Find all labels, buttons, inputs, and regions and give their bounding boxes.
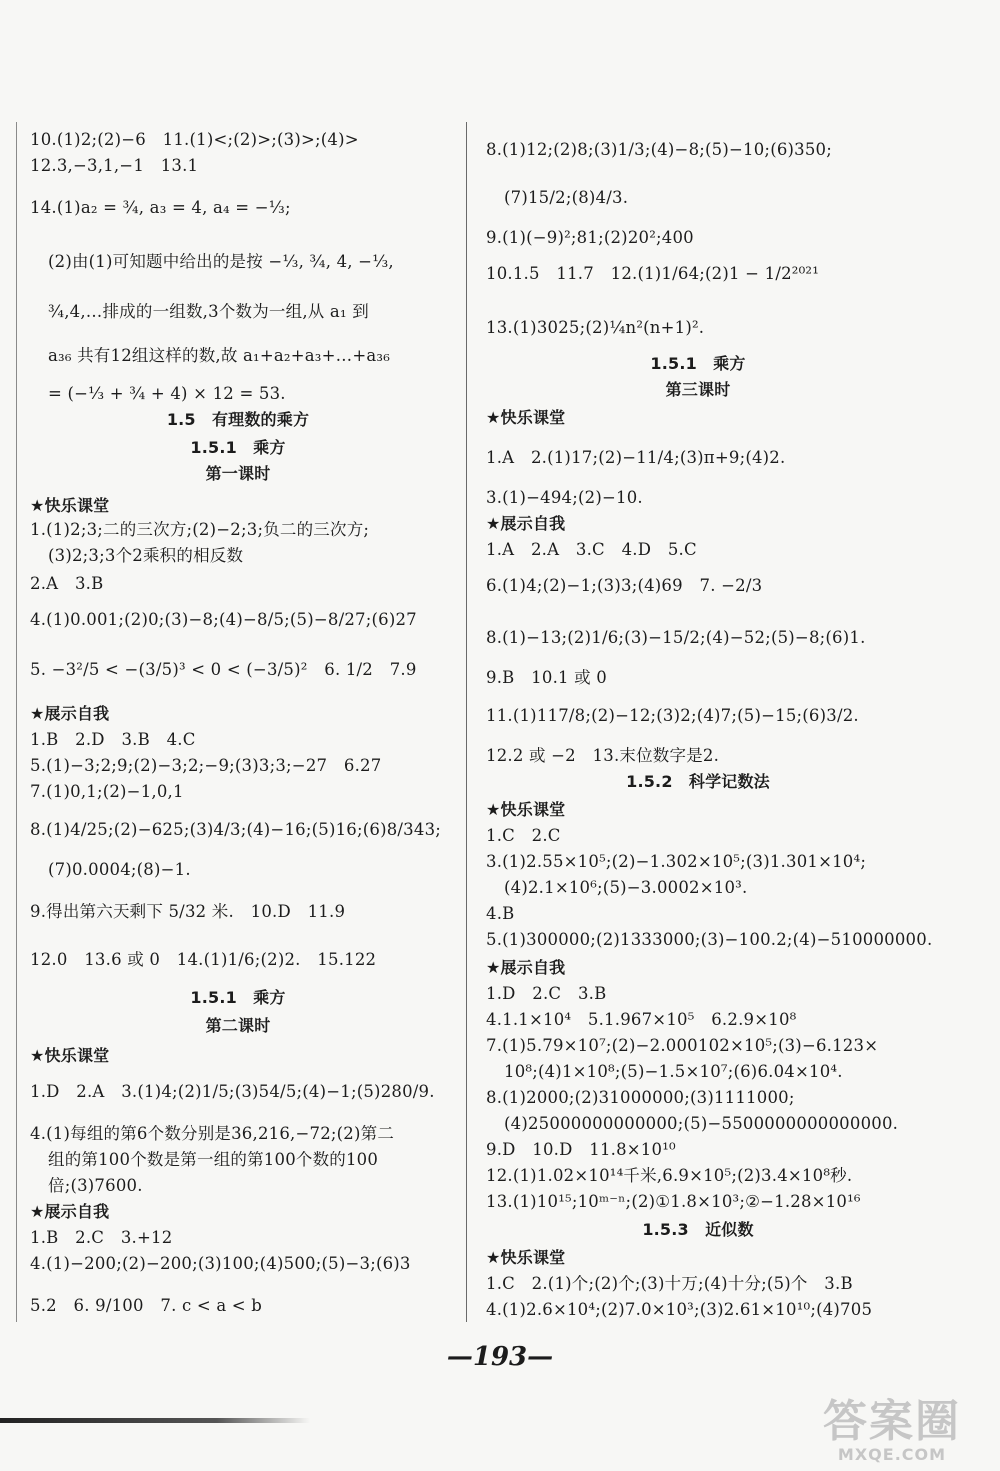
section-heading: 1.5.2 科学记数法	[626, 772, 770, 791]
subsection-heading: ★快乐课堂	[486, 408, 566, 427]
answer-line: 12.0 13.6 或 0 14.(1)1/6;(2)2. 15.122	[30, 950, 377, 969]
answer-line: 10.1.5 11.7 12.(1)1/64;(2)1 − 1/2²⁰²¹	[486, 264, 820, 283]
column-divider	[466, 122, 467, 1322]
answer-line: ¾,4,…排成的一组数,3个数为一组,从 a₁ 到	[48, 302, 369, 321]
answer-line: 8.(1)−13;(2)1/6;(3)−15/2;(4)−52;(5)−8;(6)1.	[486, 628, 866, 647]
answer-line: 13.(1)3025;(2)¼n²(n+1)².	[486, 318, 705, 337]
answer-line: 1.A 2.(1)17;(2)−11/4;(3)π+9;(4)2.	[486, 448, 786, 467]
watermark-site: MXQE.COM	[837, 1445, 947, 1464]
answer-line: 10⁸;(4)1×10⁸;(5)−1.5×10⁷;(6)6.04×10⁴.	[504, 1062, 843, 1081]
section-heading: 第三课时	[665, 380, 731, 399]
answer-line: 7.(1)5.79×10⁷;(2)−2.000102×10⁵;(3)−6.123×	[486, 1036, 879, 1055]
section-heading: 1.5.1 乘方	[190, 438, 286, 457]
answer-line: (7)0.0004;(8)−1.	[48, 860, 191, 879]
subsection-heading: ★快乐课堂	[486, 800, 566, 819]
answer-line: 5.2 6. 9/100 7. c < a < b	[30, 1296, 263, 1315]
answer-line: a₃₆ 共有12组这样的数,故 a₁+a₂+a₃+…+a₃₆	[48, 346, 391, 365]
section-heading: 1.5 有理数的乘方	[166, 410, 310, 429]
answer-line: 11.(1)117/8;(2)−12;(3)2;(4)7;(5)−15;(6)3/2.	[486, 706, 859, 725]
answer-line: 13.(1)10¹⁵;10ᵐ⁻ⁿ;(2)①1.8×10³;②−1.28×10¹⁶	[486, 1192, 861, 1211]
answer-line: 1.D 2.C 3.B	[486, 984, 607, 1003]
answer-line: 4.(1)每组的第6个数分别是36,216,−72;(2)第二	[30, 1124, 395, 1143]
section-heading: 1.5.3 近似数	[642, 1220, 754, 1239]
answer-line: 12.(1)1.02×10¹⁴千米,6.9×10⁵;(2)3.4×10⁸秒.	[486, 1166, 853, 1185]
answer-line: 4.(1)−200;(2)−200;(3)100;(4)500;(5)−3;(6)3	[30, 1254, 411, 1273]
answer-line: (2)由(1)可知题中给出的是按 −⅓, ¾, 4, −⅓,	[48, 252, 394, 271]
answer-line: 5.(1)−3;2;9;(2)−3;2;−9;(3)3;3;−27 6.27	[30, 756, 382, 775]
answer-line: (4)25000000000000;(5)−5500000000000000.	[504, 1114, 899, 1133]
subsection-heading: ★展示自我	[486, 958, 566, 977]
subsection-heading: ★快乐课堂	[30, 496, 110, 515]
subsection-heading: ★展示自我	[30, 704, 110, 723]
answer-line: 3.(1)−494;(2)−10.	[486, 488, 643, 507]
section-heading: 第一课时	[205, 464, 271, 483]
answer-line: (4)2.1×10⁶;(5)−3.0002×10³.	[504, 878, 748, 897]
watermark-logo	[802, 1398, 982, 1464]
answer-line: 1.A 2.A 3.C 4.D 5.C	[486, 540, 697, 559]
answer-line: 3.(1)2.55×10⁵;(2)−1.302×10⁵;(3)1.301×10⁴;	[486, 852, 867, 871]
answer-line: 1.C 2.(1)个;(2)个;(3)十万;(4)十分;(5)个 3.B	[486, 1274, 853, 1293]
answer-line: 6.(1)4;(2)−1;(3)3;(4)69 7. −2/3	[486, 576, 763, 595]
watermark-logo-text: 答案圈	[823, 1396, 961, 1447]
section-heading: 第二课时	[205, 1016, 271, 1035]
answer-line: 1.(1)2;3;二的三次方;(2)−2;3;负二的三次方;	[30, 520, 370, 539]
answer-line: 10.(1)2;(2)−6 11.(1)<;(2)>;(3)>;(4)>	[30, 130, 359, 149]
answer-line: 8.(1)2000;(2)31000000;(3)1111000;	[486, 1088, 795, 1107]
answer-line: (7)15/2;(8)4/3.	[504, 188, 629, 207]
page-number: —193—	[446, 1342, 554, 1372]
answer-line: 4.(1)2.6×10⁴;(2)7.0×10³;(3)2.61×10¹⁰;(4)705	[486, 1300, 873, 1319]
answer-line: 9.B 10.1 或 0	[486, 668, 607, 687]
answer-line: 1.B 2.D 3.B 4.C	[30, 730, 196, 749]
answer-line: 2.A 3.B	[30, 574, 104, 593]
answer-line: 1.C 2.C	[486, 826, 561, 845]
subsection-heading: ★展示自我	[30, 1202, 110, 1221]
answer-line: 组的第100个数是第一组的第100个数的100	[48, 1150, 379, 1169]
answer-line: 5. −3²/5 < −(3/5)³ < 0 < (−3/5)² 6. 1/2 7.9	[30, 660, 417, 679]
subsection-heading: ★快乐课堂	[486, 1248, 566, 1267]
section-heading: 1.5.1 乘方	[190, 988, 286, 1007]
answer-line: (3)2;3;3个2乘积的相反数	[48, 546, 244, 565]
answer-line: 12.3,−3,1,−1 13.1	[30, 156, 199, 175]
answer-line: 4.1.1×10⁴ 5.1.967×10⁵ 6.2.9×10⁸	[486, 1010, 797, 1029]
answer-line: 8.(1)4/25;(2)−625;(3)4/3;(4)−16;(5)16;(6)8/343;	[30, 820, 442, 839]
answer-line: 14.(1)a₂ = ¾, a₃ = 4, a₄ = −⅓;	[30, 198, 291, 217]
answer-line: 8.(1)12;(2)8;(3)1/3;(4)−8;(5)−10;(6)350;	[486, 140, 833, 159]
answer-line: 12.2 或 −2 13.末位数字是2.	[486, 746, 720, 765]
left-margin-rule	[16, 122, 17, 1322]
answer-line: 9.(1)(−9)²;81;(2)20²;400	[486, 228, 694, 247]
answer-line: 1.D 2.A 3.(1)4;(2)1/5;(3)54/5;(4)−1;(5)280/9.	[30, 1082, 435, 1101]
answer-line: 7.(1)0,1;(2)−1,0,1	[30, 782, 184, 801]
answer-line: 5.(1)300000;(2)1333000;(3)−100.2;(4)−510000000.	[486, 930, 933, 949]
section-heading: 1.5.1 乘方	[650, 354, 746, 373]
answer-line: 1.B 2.C 3.+12	[30, 1228, 173, 1247]
answer-line: 9.D 10.D 11.8×10¹⁰	[486, 1140, 676, 1159]
answer-line: = (−⅓ + ¾ + 4) × 12 = 53.	[48, 384, 286, 403]
subsection-heading: ★展示自我	[486, 514, 566, 533]
footer-bar	[0, 1418, 310, 1423]
answer-line: 9.得出第六天剩下 5/32 米. 10.D 11.9	[30, 902, 346, 921]
answer-line: 4.(1)0.001;(2)0;(3)−8;(4)−8/5;(5)−8/27;(6)27	[30, 610, 417, 629]
answer-line: 4.B	[486, 904, 515, 923]
answer-line: 倍;(3)7600.	[48, 1176, 143, 1195]
subsection-heading: ★快乐课堂	[30, 1046, 110, 1065]
